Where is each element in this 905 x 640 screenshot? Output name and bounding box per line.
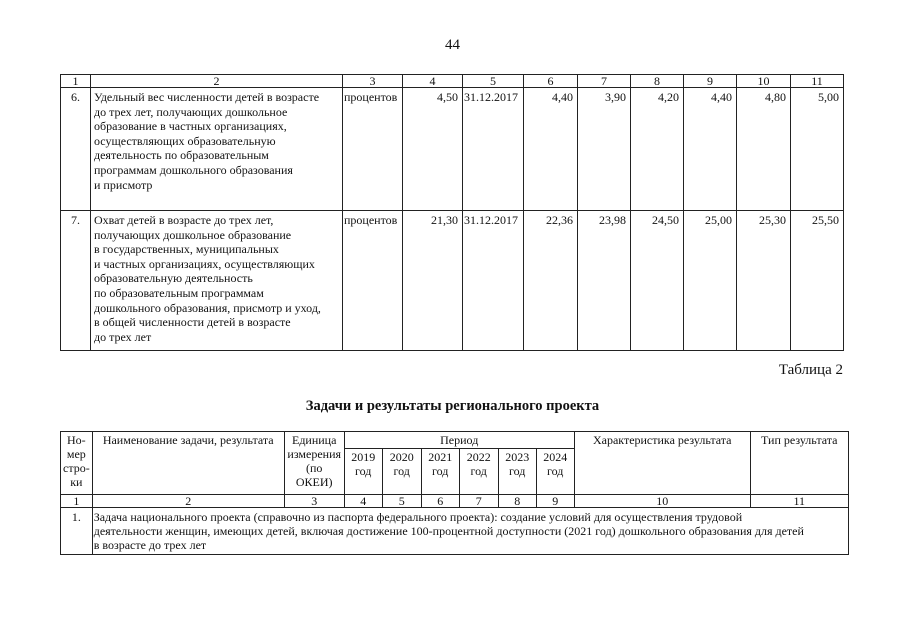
col-num: 2 [92,495,284,508]
column-numbers-row [61,495,849,508]
header-year [498,449,536,495]
value-2020: 3,90 [578,88,631,211]
header-year [459,449,498,495]
base-value: 4,50 [403,88,463,211]
value-2020: 23,98 [578,211,631,351]
name-line: и частных организациях, осуществляющих [94,256,315,271]
col-num: 7 [459,495,498,508]
col-num: 5 [382,495,421,508]
header-year [382,449,421,495]
year: 2020 [389,450,414,464]
task-line: Задача национального проекта (справочно из паспорта федерального проекта): создание условий для осуществления трудовой [93,510,743,524]
header-line: ки [70,475,83,489]
column-numbers-row [61,75,844,88]
task-line: в возрасте до трех лет [93,538,207,552]
header-characteristic: Характеристика результата [574,432,750,495]
value-2023: 25,30 [737,211,791,351]
name-line: дошкольного образования, присмотр и уход, [94,300,321,315]
name-line: до трех лет [94,329,152,344]
name-line: Удельный вес численности детей в возрасте [94,90,320,104]
col-num: 7 [578,75,631,88]
header-line: стро- [63,461,90,475]
header-year [421,449,459,495]
base-date: 31.12.2017 [463,211,524,351]
value-2022: 25,00 [684,211,737,351]
task-line: деятельности женщин, имеющих детей, включая достижение 100-процентной доступности (2021 год) дошкольного образования для детей [93,524,804,538]
header-row-number [61,432,93,495]
row-number: 6. [61,88,91,211]
header-period: Период [344,432,574,449]
year-unit: год [547,464,564,478]
name-line: в государственных, муниципальных [94,242,279,257]
col-num: 10 [737,75,791,88]
col-num: 6 [421,495,459,508]
table-title: Задачи и результаты регионального проекта [305,398,600,414]
year-unit: год [470,464,487,478]
header-task-name: Наименование задачи, результата [92,432,284,495]
indicator-name [91,88,343,211]
year: 2024 [543,450,568,464]
year-unit: год [432,464,449,478]
year-unit: год [355,464,372,478]
value-2022: 4,40 [684,88,737,211]
base-value: 21,30 [403,211,463,351]
name-line: образование в частных организациях, [94,119,287,134]
indicators-table [60,74,844,351]
year-unit: год [393,464,410,478]
unit-cell: процентов [343,211,403,351]
col-num: 11 [791,75,844,88]
header-line: Единица [291,433,337,447]
year: 2019 [351,450,376,464]
name-line: осуществляющих образовательную [94,133,276,148]
base-date: 31.12.2017 [463,88,524,211]
page-number: 44 [445,37,460,53]
row-number: 7. [61,211,91,351]
header-line: измерения [287,447,342,461]
year-unit: год [509,464,526,478]
year: 2023 [505,450,530,464]
header-line: мер [66,447,86,461]
value-2019: 22,36 [524,211,578,351]
col-num: 10 [574,495,750,508]
col-num: 1 [61,495,93,508]
name-line: образовательную деятельность [94,271,253,286]
col-num: 9 [684,75,737,88]
col-num: 2 [91,75,343,88]
col-num: 8 [631,75,684,88]
unit-cell: процентов [343,88,403,211]
value-2021: 24,50 [631,211,684,351]
name-line: и присмотр [94,177,153,192]
col-num: 4 [344,495,382,508]
name-line: получающих дошкольное образование [94,227,292,242]
col-num: 3 [284,495,344,508]
name-line: программам дошкольного образования [94,162,293,177]
name-line: деятельность по образовательным [94,148,269,163]
name-line: по образовательным программам [94,285,264,300]
value-2024: 5,00 [791,88,844,211]
value-2021: 4,20 [631,88,684,211]
year: 2022 [466,450,491,464]
value-2019: 4,40 [524,88,578,211]
name-line: Охват детей в возрасте до трех лет, [94,213,274,227]
table-label: Таблица 2 [778,362,843,378]
col-num: 3 [343,75,403,88]
tasks-table [60,431,849,555]
col-num: 1 [61,75,91,88]
col-num: 4 [403,75,463,88]
col-num: 5 [463,75,524,88]
col-num: 9 [536,495,574,508]
task-number: 1. [61,508,93,555]
name-line: в общей численности детей в возрасте [94,315,291,330]
col-num: 11 [750,495,848,508]
value-2023: 4,80 [737,88,791,211]
task-text [92,508,848,555]
header-year [344,449,382,495]
header-unit [284,432,344,495]
header-type: Тип результата [750,432,848,495]
indicator-name [91,211,343,351]
table-row [61,211,844,351]
value-2024: 25,50 [791,211,844,351]
task-row [61,508,849,555]
header-row [61,432,849,449]
year: 2021 [428,450,453,464]
header-line: Но- [67,433,86,447]
col-num: 6 [524,75,578,88]
header-line: (по ОКЕИ) [295,461,333,489]
header-year [536,449,574,495]
name-line: до трех лет, получающих дошкольное [94,104,288,119]
table-row [61,88,844,211]
col-num: 8 [498,495,536,508]
